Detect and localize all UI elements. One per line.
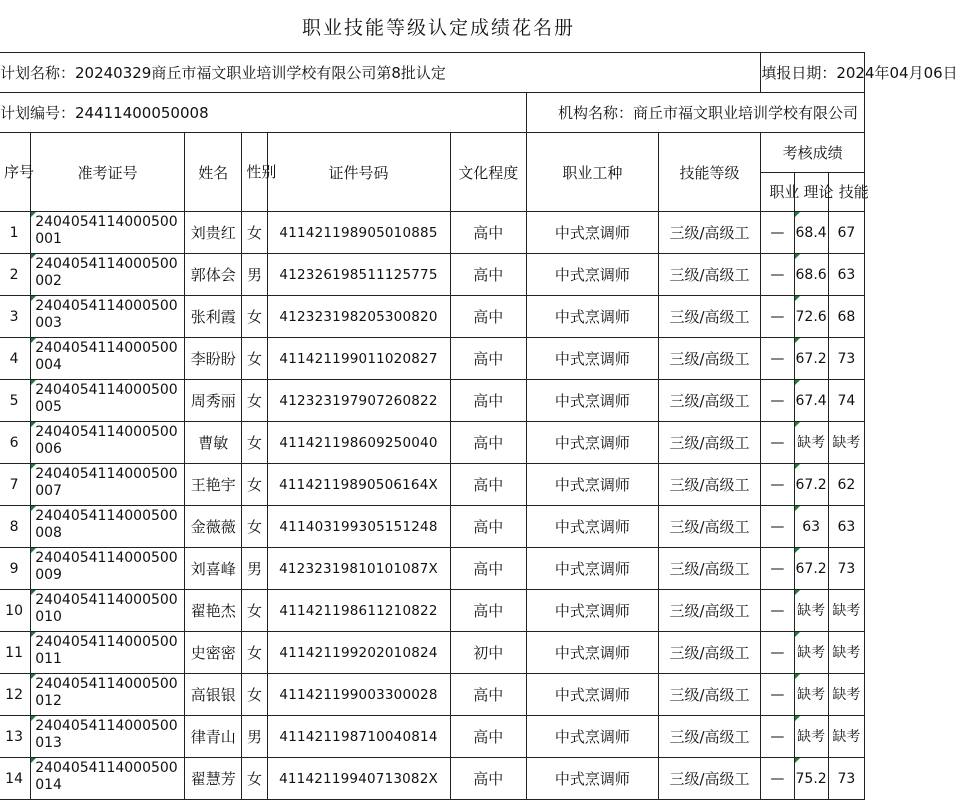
cell-id-number[interactable]: 411421198611210822 (267, 590, 450, 632)
cell-career-score[interactable]: — (761, 590, 794, 632)
cell-id-number[interactable]: 412323198205300820 (267, 296, 450, 338)
cell-exam-no[interactable]: 2404054114000500011 (31, 632, 185, 674)
table-row (0, 422, 865, 464)
cell-name[interactable]: 史密密 (185, 632, 242, 674)
cell-education[interactable]: 高中 (450, 338, 526, 380)
cell-seq[interactable]: 1 (0, 212, 31, 254)
cell-exam-no[interactable]: 2404054114000500004 (31, 338, 185, 380)
cell-name[interactable]: 曹敏 (185, 422, 242, 464)
cell-skill-score[interactable]: 62 (828, 464, 864, 506)
cell-seq[interactable]: 3 (0, 296, 31, 338)
cell-skill-level[interactable]: 三级/高级工 (658, 212, 761, 254)
cell-occupation[interactable]: 中式烹调师 (526, 464, 658, 506)
cell-gender[interactable]: 女 (242, 422, 267, 464)
table-row (0, 632, 865, 674)
header-education[interactable]: 文化程度 (450, 133, 526, 212)
cell-id-number[interactable]: 41232319810101087X (267, 548, 450, 590)
table-row (0, 758, 865, 800)
cell-exam-no[interactable]: 2404054114000500006 (31, 422, 185, 464)
cell-seq[interactable]: 4 (0, 338, 31, 380)
header-exam-no[interactable]: 准考证号 (31, 133, 185, 212)
cell-seq[interactable]: 6 (0, 422, 31, 464)
header-occupation[interactable]: 职业工种 (526, 133, 658, 212)
table-row (0, 296, 865, 338)
header-career[interactable]: 职业 (761, 173, 794, 212)
cell-career-score[interactable]: — (761, 506, 794, 548)
cell-name[interactable]: 周秀丽 (185, 380, 242, 422)
cell-seq[interactable]: 7 (0, 464, 31, 506)
table-row (0, 254, 865, 296)
cell-name[interactable]: 金薇薇 (185, 506, 242, 548)
cell-exam-no[interactable]: 2404054114000500005 (31, 380, 185, 422)
cell-gender[interactable]: 女 (242, 212, 267, 254)
cell-theory-score[interactable]: 缺考 (794, 674, 828, 716)
table-row (0, 380, 865, 422)
cell-id-number[interactable]: 412326198511125775 (267, 254, 450, 296)
cell-education[interactable]: 高中 (450, 422, 526, 464)
header-seq[interactable]: 序号 (0, 133, 31, 212)
table-row (0, 212, 865, 254)
cell-skill-score[interactable]: 缺考 (828, 632, 864, 674)
cell-seq[interactable]: 14 (0, 758, 31, 800)
cell-skill-score[interactable]: 73 (828, 338, 864, 380)
cell-name[interactable]: 翟慧芳 (185, 758, 242, 800)
cell-skill-score[interactable]: 67 (828, 212, 864, 254)
info-row-1 (0, 53, 865, 93)
cell-theory-score[interactable]: 缺考 (794, 422, 828, 464)
plan-number[interactable]: 计划编号：24411400050008 (0, 93, 526, 133)
cell-name[interactable]: 郭体会 (185, 254, 242, 296)
cell-name[interactable]: 高银银 (185, 674, 242, 716)
cell-seq[interactable]: 5 (0, 380, 31, 422)
cell-education[interactable]: 高中 (450, 716, 526, 758)
cell-skill-score[interactable]: 缺考 (828, 674, 864, 716)
cell-career-score[interactable]: — (761, 632, 794, 674)
cell-career-score[interactable]: — (761, 212, 794, 254)
cell-skill-score[interactable]: 缺考 (828, 716, 864, 758)
table-row (0, 338, 865, 380)
cell-name[interactable]: 刘喜峰 (185, 548, 242, 590)
cell-skill-score[interactable]: 73 (828, 548, 864, 590)
cell-career-score[interactable]: — (761, 674, 794, 716)
cell-gender[interactable]: 男 (242, 548, 267, 590)
cell-theory-score[interactable]: 67.2 (794, 338, 828, 380)
table-row (0, 464, 865, 506)
cell-exam-no[interactable]: 2404054114000500013 (31, 716, 185, 758)
cell-theory-score[interactable]: 72.6 (794, 296, 828, 338)
cell-occupation[interactable]: 中式烹调师 (526, 758, 658, 800)
cell-skill-score[interactable]: 68 (828, 296, 864, 338)
cell-career-score[interactable]: — (761, 464, 794, 506)
cell-id-number[interactable]: 411421199011020827 (267, 338, 450, 380)
table-row (0, 716, 865, 758)
cell-name[interactable]: 刘贵红 (185, 212, 242, 254)
cell-name[interactable]: 王艳宇 (185, 464, 242, 506)
cell-gender[interactable]: 女 (242, 632, 267, 674)
cell-education[interactable]: 高中 (450, 254, 526, 296)
cell-theory-score[interactable]: 67.2 (794, 548, 828, 590)
cell-occupation[interactable]: 中式烹调师 (526, 296, 658, 338)
cell-occupation[interactable]: 中式烹调师 (526, 254, 658, 296)
cell-theory-score[interactable]: 67.4 (794, 380, 828, 422)
header-gender[interactable]: 性别 (242, 133, 267, 212)
cell-skill-score[interactable]: 63 (828, 254, 864, 296)
cell-id-number[interactable]: 411421199202010824 (267, 632, 450, 674)
cell-occupation[interactable]: 中式烹调师 (526, 548, 658, 590)
table-row (0, 590, 865, 632)
cell-id-number[interactable]: 411421198609250040 (267, 422, 450, 464)
cell-theory-score[interactable]: 68.6 (794, 254, 828, 296)
cell-skill-level[interactable]: 三级/高级工 (658, 296, 761, 338)
cell-name[interactable]: 李盼盼 (185, 338, 242, 380)
cell-career-score[interactable]: — (761, 254, 794, 296)
cell-occupation[interactable]: 中式烹调师 (526, 506, 658, 548)
cell-skill-score[interactable]: 缺考 (828, 590, 864, 632)
cell-skill-level[interactable]: 三级/高级工 (658, 674, 761, 716)
cell-gender[interactable]: 女 (242, 590, 267, 632)
cell-career-score[interactable]: — (761, 422, 794, 464)
cell-skill-level[interactable]: 三级/高级工 (658, 548, 761, 590)
cell-occupation[interactable]: 中式烹调师 (526, 716, 658, 758)
header-skill-level[interactable]: 技能等级 (658, 133, 761, 212)
cell-gender[interactable]: 女 (242, 758, 267, 800)
cell-gender[interactable]: 男 (242, 254, 267, 296)
cell-skill-score[interactable]: 73 (828, 758, 864, 800)
plan-name[interactable]: 计划名称：20240329商丘市福文职业培训学校有限公司第8批认定 (0, 53, 761, 93)
cell-seq[interactable]: 9 (0, 548, 31, 590)
cell-occupation[interactable]: 中式烹调师 (526, 338, 658, 380)
page-title: 职业技能等级认定成绩花名册 (301, 16, 575, 39)
org-name[interactable]: 机构名称：商丘市福文职业培训学校有限公司 (526, 93, 864, 133)
cell-occupation[interactable]: 中式烹调师 (526, 590, 658, 632)
cell-id-number[interactable]: 411421198905010885 (267, 212, 450, 254)
table-row (0, 548, 865, 590)
cell-skill-score[interactable]: 缺考 (828, 422, 864, 464)
cell-education[interactable]: 高中 (450, 464, 526, 506)
cell-name[interactable]: 翟艳杰 (185, 590, 242, 632)
cell-career-score[interactable]: — (761, 716, 794, 758)
cell-occupation[interactable]: 中式烹调师 (526, 674, 658, 716)
cell-theory-score[interactable]: 缺考 (794, 632, 828, 674)
cell-seq[interactable]: 2 (0, 254, 31, 296)
cell-seq[interactable]: 11 (0, 632, 31, 674)
cell-id-number[interactable]: 41142119890506164X (267, 464, 450, 506)
cell-seq[interactable]: 8 (0, 506, 31, 548)
cell-exam-no[interactable]: 2404054114000500010 (31, 590, 185, 632)
header-scores[interactable]: 考核成绩 (761, 133, 865, 173)
cell-id-number[interactable]: 411421198710040814 (267, 716, 450, 758)
cell-education[interactable]: 高中 (450, 212, 526, 254)
cell-skill-level[interactable]: 三级/高级工 (658, 254, 761, 296)
cell-seq[interactable]: 10 (0, 590, 31, 632)
cell-theory-score[interactable]: 63 (794, 506, 828, 548)
cell-theory-score[interactable]: 缺考 (794, 590, 828, 632)
cell-education[interactable]: 高中 (450, 674, 526, 716)
cell-theory-score[interactable]: 75.2 (794, 758, 828, 800)
cell-id-number[interactable]: 411403199305151248 (267, 506, 450, 548)
cell-education[interactable]: 高中 (450, 296, 526, 338)
table-row (0, 674, 865, 716)
cell-seq[interactable]: 13 (0, 716, 31, 758)
score-roster-table (0, 52, 958, 800)
cell-skill-score[interactable]: 63 (828, 506, 864, 548)
cell-exam-no[interactable]: 2404054114000500001 (31, 212, 185, 254)
header-skill[interactable]: 技能 (828, 173, 864, 212)
cell-career-score[interactable]: — (761, 338, 794, 380)
cell-career-score[interactable]: — (761, 380, 794, 422)
header-name[interactable]: 姓名 (185, 133, 242, 212)
cell-exam-no[interactable]: 2404054114000500007 (31, 464, 185, 506)
cell-skill-level[interactable]: 三级/高级工 (658, 464, 761, 506)
cell-exam-no[interactable]: 2404054114000500012 (31, 674, 185, 716)
cell-exam-no[interactable]: 2404054114000500014 (31, 758, 185, 800)
cell-skill-level[interactable]: 三级/高级工 (658, 422, 761, 464)
cell-occupation[interactable]: 中式烹调师 (526, 422, 658, 464)
cell-theory-score[interactable]: 缺考 (794, 716, 828, 758)
cell-gender[interactable]: 女 (242, 674, 267, 716)
cell-exam-no[interactable]: 2404054114000500008 (31, 506, 185, 548)
cell-skill-level[interactable]: 三级/高级工 (658, 716, 761, 758)
cell-education[interactable]: 高中 (450, 758, 526, 800)
cell-exam-no[interactable]: 2404054114000500009 (31, 548, 185, 590)
cell-gender[interactable]: 女 (242, 464, 267, 506)
header-id-number[interactable]: 证件号码 (267, 133, 450, 212)
cell-gender[interactable]: 女 (242, 380, 267, 422)
cell-exam-no[interactable]: 2404054114000500003 (31, 296, 185, 338)
cell-id-number[interactable]: 41142119940713082X (267, 758, 450, 800)
cell-seq[interactable]: 12 (0, 674, 31, 716)
info-row-2 (0, 93, 865, 133)
cell-education[interactable]: 高中 (450, 506, 526, 548)
cell-education[interactable]: 高中 (450, 548, 526, 590)
cell-skill-score[interactable]: 74 (828, 380, 864, 422)
cell-career-score[interactable]: — (761, 296, 794, 338)
cell-skill-level[interactable]: 三级/高级工 (658, 758, 761, 800)
header-row-1 (0, 133, 865, 173)
cell-education[interactable]: 初中 (450, 632, 526, 674)
cell-skill-level[interactable]: 三级/高级工 (658, 506, 761, 548)
cell-gender[interactable]: 女 (242, 338, 267, 380)
cell-education[interactable]: 高中 (450, 380, 526, 422)
cell-gender[interactable]: 女 (242, 296, 267, 338)
cell-skill-level[interactable]: 三级/高级工 (658, 338, 761, 380)
cell-gender[interactable]: 女 (242, 506, 267, 548)
cell-id-number[interactable]: 411421199003300028 (267, 674, 450, 716)
cell-name[interactable]: 张利霞 (185, 296, 242, 338)
cell-theory-score[interactable]: 68.4 (794, 212, 828, 254)
cell-skill-level[interactable]: 三级/高级工 (658, 632, 761, 674)
cell-occupation[interactable]: 中式烹调师 (526, 380, 658, 422)
cell-name[interactable]: 律青山 (185, 716, 242, 758)
cell-education[interactable]: 高中 (450, 590, 526, 632)
cell-theory-score[interactable]: 67.2 (794, 464, 828, 506)
cell-occupation[interactable]: 中式烹调师 (526, 632, 658, 674)
cell-gender[interactable]: 男 (242, 716, 267, 758)
cell-skill-level[interactable]: 三级/高级工 (658, 590, 761, 632)
fill-date[interactable]: 填报日期：2024年04月06日 (761, 53, 865, 93)
header-theory[interactable]: 理论 (794, 173, 828, 212)
cell-career-score[interactable]: — (761, 758, 794, 800)
cell-id-number[interactable]: 412323197907260822 (267, 380, 450, 422)
cell-exam-no[interactable]: 2404054114000500002 (31, 254, 185, 296)
cell-skill-level[interactable]: 三级/高级工 (658, 380, 761, 422)
table-row (0, 506, 865, 548)
cell-career-score[interactable]: — (761, 548, 794, 590)
cell-occupation[interactable]: 中式烹调师 (526, 212, 658, 254)
